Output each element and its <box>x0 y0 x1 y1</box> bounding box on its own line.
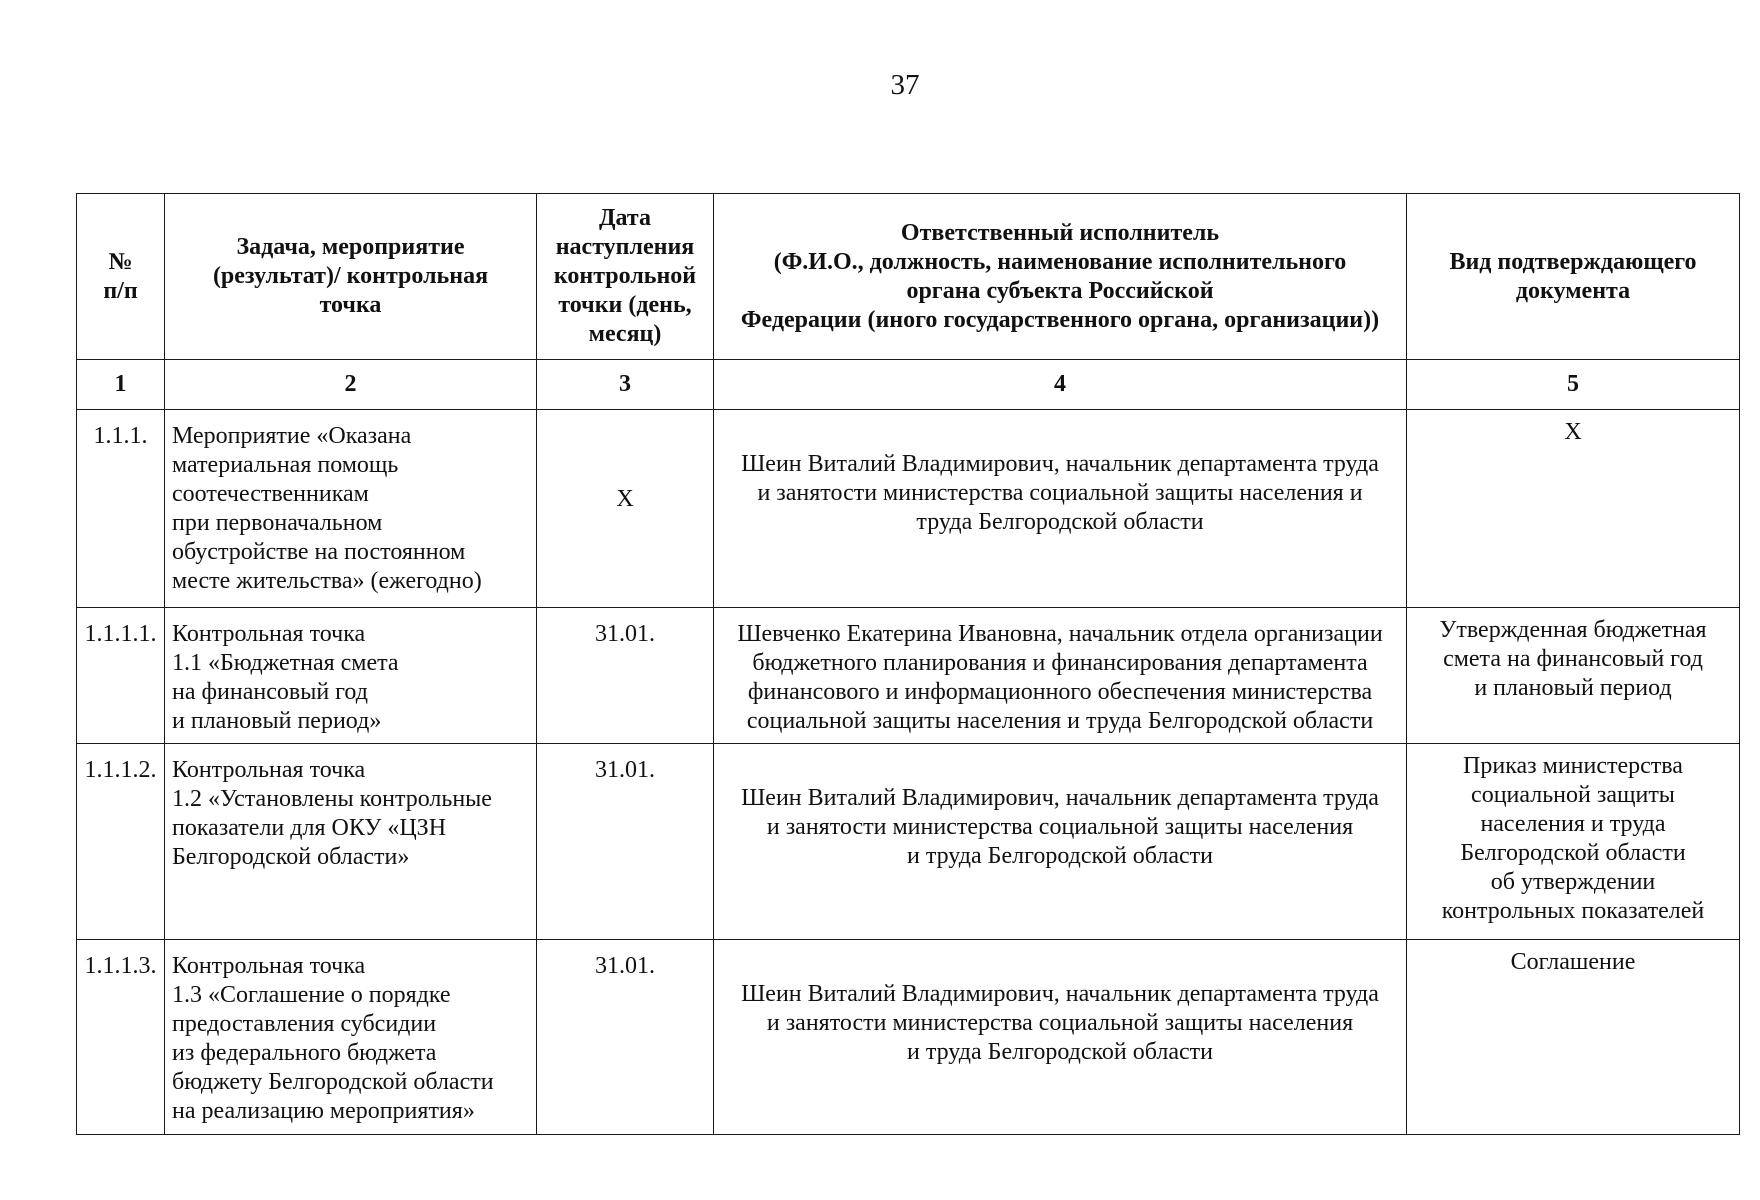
document-cell: Приказ министерства социальной защиты населения и труда Белгородской области об утверждении контрольных показателей <box>1407 744 1740 940</box>
responsible-cell: Шевченко Екатерина Ивановна, начальник отдела организации бюджетного планирования и финансирования департамента финансового и информационного обеспечения министерства социальной защиты населения и труда Белгородской области <box>714 608 1407 744</box>
page-number: 37 <box>890 69 920 101</box>
header-responsible: Ответственный исполнитель (Ф.И.О., должность, наименование исполнительного органа субъекта Российской Федерации (иного государственного органа, организации)) <box>714 194 1407 360</box>
date-cell: 31.01. <box>537 608 714 744</box>
task-cell: Контрольная точка 1.2 «Установлены контрольные показатели для ОКУ «ЦЗН Белгородской области» <box>165 744 537 940</box>
header-num: № п/п <box>77 194 165 360</box>
header-date: Дата наступления контрольной точки (день, месяц) <box>537 194 714 360</box>
control-points-table <box>76 193 1740 1135</box>
row-number: 1.1.1. <box>77 410 165 608</box>
header-task: Задача, мероприятие (результат)/ контрольная точка <box>165 194 537 360</box>
table-row <box>77 940 1740 1135</box>
row-number: 1.1.1.1. <box>77 608 165 744</box>
date-cell: X <box>537 410 714 608</box>
responsible-cell: Шеин Виталий Владимирович, начальник департамента труда и занятости министерства социальной защиты населения и труда Белгородской области <box>714 744 1407 940</box>
table-row <box>77 608 1740 744</box>
column-number-row <box>77 360 1740 410</box>
responsible-cell: Шеин Виталий Владимирович, начальник департамента труда и занятости министерства социальной защиты населения и труда Белгородской области <box>714 410 1407 608</box>
task-cell: Контрольная точка 1.1 «Бюджетная смета на финансовый год и плановый период» <box>165 608 537 744</box>
task-cell: Мероприятие «Оказана материальная помощь соотечественникам при первоначальном обустройстве на постоянном месте жительства» (ежегодно) <box>165 410 537 608</box>
column-number: 5 <box>1407 360 1740 410</box>
responsible-cell: Шеин Виталий Владимирович, начальник департамента труда и занятости министерства социальной защиты населения и труда Белгородской области <box>714 940 1407 1135</box>
row-number: 1.1.1.2. <box>77 744 165 940</box>
date-cell: 31.01. <box>537 940 714 1135</box>
column-number: 3 <box>537 360 714 410</box>
table-row <box>77 744 1740 940</box>
header-document: Вид подтверждающего документа <box>1407 194 1740 360</box>
document-cell: Утвержденная бюджетная смета на финансовый год и плановый период <box>1407 608 1740 744</box>
document-cell: X <box>1407 410 1740 608</box>
header-row <box>77 194 1740 360</box>
task-cell: Контрольная точка 1.3 «Соглашение о порядке предоставления субсидии из федерального бюджета бюджету Белгородской области на реализацию мероприятия» <box>165 940 537 1135</box>
row-number: 1.1.1.3. <box>77 940 165 1135</box>
column-number: 4 <box>714 360 1407 410</box>
document-cell: Соглашение <box>1407 940 1740 1135</box>
date-cell: 31.01. <box>537 744 714 940</box>
column-number: 1 <box>77 360 165 410</box>
table-row <box>77 410 1740 608</box>
column-number: 2 <box>165 360 537 410</box>
